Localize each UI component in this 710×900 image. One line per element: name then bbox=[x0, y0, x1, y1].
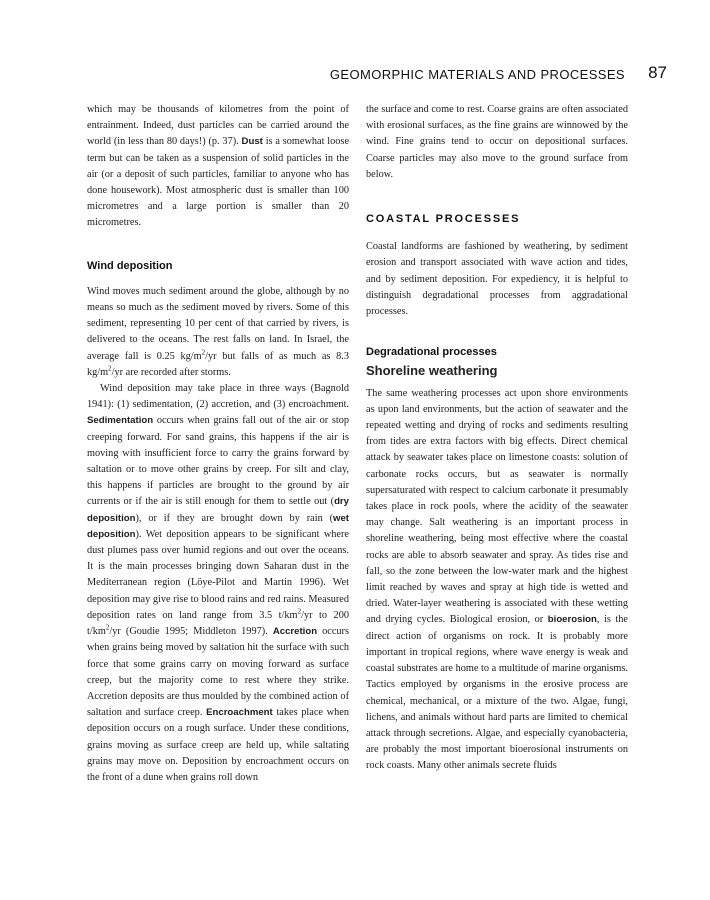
wind-ways-paragraph: Wind deposition may take place in three ways (Bagnold 1941): (1) sedimentation, (2) accretion, and (3) encroachment. Sedimentation occurs when grains fall out of the air or stop creeping forward. For sand grains, this happens if the air is moving with insufficient force to carry the grains forward by saltation or to move other grains by creep. For silt and clay, this happens if particles are brought to the ground by air currents or if the air is still enough for them to settle out (dry deposition), or if they are brought down by rain (wet deposition). Wet deposition appears to be significant where dust plumes pass over humid regions and out over the oceans. It is the main processes bringing down Saharan dust in the Mediterranean region (Löye-Pilot and Martin 1996). Wet deposition may give rise to blood rains and red rains. Measured deposition rates on land range from 3.5 $t/km^2/yr$ to 200 $t/km^2/yr$ (Goudie 1995; Middleton 1997). Accretion occurs when grains being moved by saltation hit the surface with such force that some grains carry on moving forward as surface creep, but the majority come to rest where they strike. Accretion deposits are thus moulded by the combined action of saltation and surface creep. Encroachment takes place when deposition occurs on a rough surface. Under these conditions, grains moving as surface creep are held up, while saltating grains may move on. Deposition by encroachment occurs on the front of a dune when grains roll down bbox=[87, 383, 349, 783]
running-header bbox=[87, 63, 667, 85]
page-number: 87 bbox=[648, 63, 667, 82]
term-wet-deposition: wet deposition bbox=[87, 512, 349, 540]
heading-coastal-processes: COASTAL PROCESSES bbox=[366, 213, 521, 226]
term-bioerosion: bioerosion bbox=[547, 614, 597, 626]
term-accretion: Accretion bbox=[272, 626, 318, 638]
right-column bbox=[366, 102, 628, 775]
heading-wind-deposition: Wind deposition bbox=[87, 259, 173, 272]
shoreline-weathering-paragraph: The same weathering processes act upon shore environments as upon land environments, but the action of seawater and the repeated wetting and drying of rocks and sediments resulting from tides are extra factors with big effects. Direct chemical attack by seawater takes place on limestone coasts: solution of carbonate rocks occurs, but as seawater is normally supersaturated with respect to calcium carbonate it presumably takes place in rock pools, where the acidity of the seawater may change. Salt weathering is an important process in shoreline weathering, being most effective where the coastal rocks are able to absorb seawater and spray. As tides rise and fall, so the zone between the low-water mark and the highest limit reached by waves and spray at high tide is wetted and dried. Water-layer weathering is associated with these wetting and drying cycles. Biological erosion, or bioerosion, is the direct action of organisms on rock. It is probably more important in tropical regions, where wave energy is weak and coastal substrates are home to a multitude of marine organisms. Tactics employed by organisms in the erosive process are chemical, mechanical, or a mixture of the two. Algae, fungi, lichens, and animals without hard parts are limited to chemical attack through secretions. Algae, and especially cyanobacteria, are probably the most important bioerosional instruments on rock coasts. Many other animals secrete fluids bbox=[366, 387, 628, 772]
running-title: GEOMORPHIC MATERIALS AND PROCESSES bbox=[329, 67, 625, 82]
coarse-grains-paragraph: the surface and come to rest. Coarse grains are often associated with erosional surfaces, as the fine grains are winnowed by the wind. Fine grains tend to occur on depositional surfaces. Coarse particles may also move to the ground surface from below. bbox=[366, 104, 628, 180]
heading-shoreline-weathering: Shoreline weathering bbox=[366, 363, 498, 379]
dust-paragraph: which may be thousands of kilometres from the point of entrainment. Indeed, dust particles can be carried around the world (in less than 80 days!) (p. 37). Dust is a somewhat loose term but can be taken as a suspension of solid particles in the air (or a deposit of such particles, familiar to anyone who has done housework). Most atmospheric dust is smaller than 100 micrometres and a large portion is smaller than 20 micrometres. bbox=[87, 104, 350, 229]
heading-degradational-processes: Degradational processes bbox=[366, 346, 497, 359]
left-column bbox=[87, 102, 349, 786]
term-encroachment: Encroachment bbox=[206, 707, 273, 719]
term-dry-deposition: dry deposition bbox=[87, 496, 349, 524]
term-sedimentation: Sedimentation bbox=[87, 415, 154, 427]
coastal-intro-paragraph: Coastal landforms are fashioned by weathering, by sediment erosion and transport associated with wave action and tides, and by sediment deposition. For expediency, it is helpful to distinguish degradational processes from aggradational processes. bbox=[366, 241, 628, 318]
wind-intro-paragraph: Wind moves much sediment around the globe, although by no means so much as the sediment moved by rivers. Some of this sediment, representing 10 per cent of that carried by rivers, is delivered to the oceans. The rest falls on land. In Israel, the average fall is 0.25 $kg/m^2/yr$ but falls of as much as 8.3 $kg/m^2/yr$ are recorded after storms. bbox=[87, 285, 349, 378]
term-dust: Dust bbox=[241, 136, 263, 148]
